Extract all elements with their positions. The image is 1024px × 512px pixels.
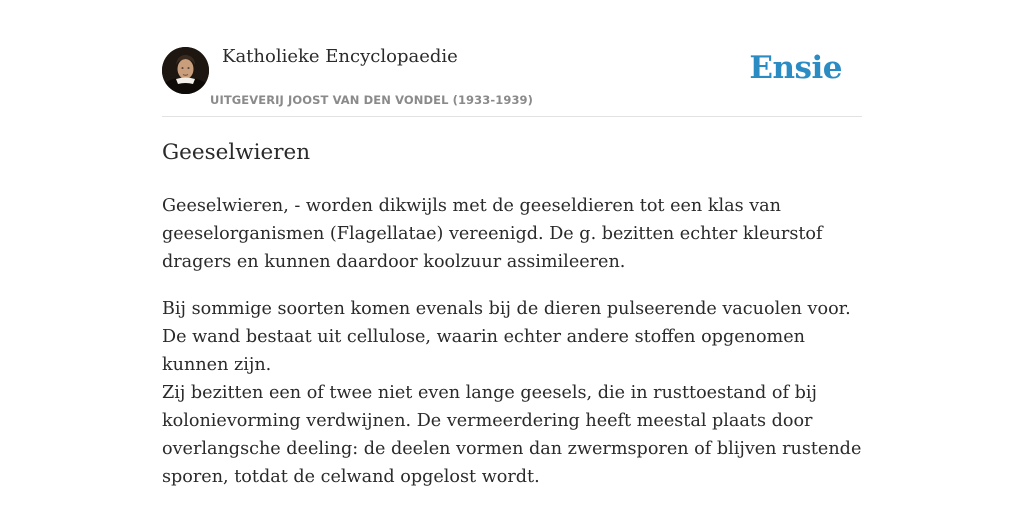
portrait-icon [162, 47, 209, 94]
article-paragraph-3: Zij bezitten een of twee niet even lange geesels, die in rusttoestand of bij kolonievorming verdwijnen. De vermeerdering heeft meestal plaats door overlangsche deeling: de deelen vormen dan zwermsporen of blijven rustende sporen, totdat de celwand opgelost wordt. [162, 383, 862, 487]
publication-avatar[interactable] [162, 47, 209, 94]
article-title: Geeselwieren [162, 140, 311, 165]
article-paragraph-1: Geeselwieren, - worden dikwijls met de geeseldieren tot een klas van geeselorganismen (Flagellatae) vereenigd. De g. bezitten echter kleurstof dragers en kunnen daardoor koolzuur assimileeren. [162, 196, 823, 272]
publication-title[interactable]: Katholieke Encyclopaedie [222, 46, 458, 67]
publisher-label: UITGEVERIJ JOOST VAN DEN VONDEL (1933-1939) [210, 93, 533, 107]
ensie-logo-link[interactable]: Ensie [749, 50, 842, 86]
page-header [162, 0, 862, 117]
page [162, 0, 862, 487]
article-paragraph-2: Bij sommige soorten komen evenals bij de dieren pulseerende vacuolen voor. De wand bestaat uit cellulose, waarin echter andere stoffen opgenomen kunnen zijn. [162, 299, 851, 375]
